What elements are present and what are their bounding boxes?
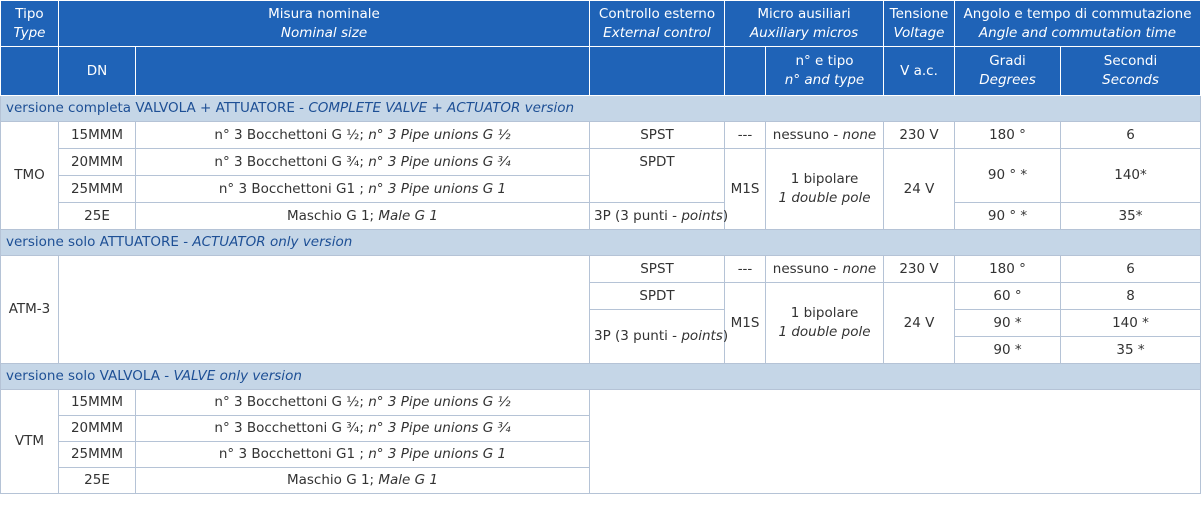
degrees-cell: 90 * [955, 310, 1061, 337]
control-cell: 3P (3 punti - points) [590, 203, 725, 230]
empty-cell [59, 256, 590, 364]
size-cell: Maschio G 1; Male G 1 [136, 203, 590, 230]
section-title: versione completa VALVOLA + ATTUATORE - COMPLETE VALVE + ACTUATOR version [1, 96, 1201, 122]
header-angle-time: Angolo e tempo di commutazione Angle and commutation time [955, 1, 1201, 47]
dn-cell: 25E [59, 468, 136, 494]
header-row-2 [1, 47, 1201, 96]
dn-cell: 25E [59, 203, 136, 230]
degrees-cell: 90 ° * [955, 149, 1061, 203]
header-type: Tipo Type [1, 1, 59, 47]
voltage-cell: 230 V [884, 256, 955, 283]
table-row [1, 149, 1201, 176]
micro-type-cell: 1 bipolare 1 double pole [766, 283, 884, 364]
dn-cell: 20MMM [59, 149, 136, 176]
header-empty [136, 47, 590, 96]
size-cell: n° 3 Bocchettoni G ½; n° 3 Pipe unions G ½ [136, 122, 590, 149]
micro-code-cell: M1S [725, 283, 766, 364]
seconds-cell: 35 * [1061, 337, 1201, 364]
header-empty [725, 47, 766, 96]
header-number-type: n° e tipo n° and type [766, 47, 884, 96]
seconds-cell: 35* [1061, 203, 1201, 230]
type-cell: TMO [1, 122, 59, 230]
size-cell: Maschio G 1; Male G 1 [136, 468, 590, 494]
micro-code-cell: --- [725, 256, 766, 283]
micro-type-cell: nessuno - none [766, 256, 884, 283]
size-cell: n° 3 Bocchettoni G ½; n° 3 Pipe unions G ½ [136, 390, 590, 416]
header-empty [590, 47, 725, 96]
dn-cell: 15MMM [59, 122, 136, 149]
dn-cell: 20MMM [59, 416, 136, 442]
degrees-cell: 90 ° * [955, 203, 1061, 230]
table-row [1, 256, 1201, 283]
seconds-cell: 140 * [1061, 310, 1201, 337]
voltage-cell: 230 V [884, 122, 955, 149]
header-external-control: Controllo esterno External control [590, 1, 725, 47]
micro-code-cell: M1S [725, 149, 766, 230]
control-cell: SPST [590, 122, 725, 149]
type-cell: ATM-3 [1, 256, 59, 364]
dn-cell: 25MMM [59, 176, 136, 203]
section-title: versione solo ATTUATORE - ACTUATOR only version [1, 230, 1201, 256]
micro-code-cell: --- [725, 122, 766, 149]
control-cell: SPDT [590, 149, 725, 203]
voltage-cell: 24 V [884, 149, 955, 230]
degrees-cell: 90 * [955, 337, 1061, 364]
empty-cell [590, 390, 1201, 494]
table-row [1, 122, 1201, 149]
header-seconds: Secondi Seconds [1061, 47, 1201, 96]
header-row-1 [1, 1, 1201, 47]
degrees-cell: 60 ° [955, 283, 1061, 310]
seconds-cell: 140* [1061, 149, 1201, 203]
header-degrees: Gradi Degrees [955, 47, 1061, 96]
section-actuator [1, 230, 1201, 256]
dn-cell: 25MMM [59, 442, 136, 468]
section-valve [1, 364, 1201, 390]
header-empty [1, 47, 59, 96]
size-cell: n° 3 Bocchettoni G ¾; n° 3 Pipe unions G ¾ [136, 149, 590, 176]
degrees-cell: 180 ° [955, 256, 1061, 283]
dn-cell: 15MMM [59, 390, 136, 416]
voltage-cell: 24 V [884, 283, 955, 364]
header-nominal-size: Misura nominale Nominal size [59, 1, 590, 47]
control-cell: SPDT [590, 283, 725, 310]
micro-type-cell: nessuno - none [766, 122, 884, 149]
degrees-cell: 180 ° [955, 122, 1061, 149]
table-row [1, 203, 1201, 230]
header-auxiliary-micros: Micro ausiliari Auxiliary micros [725, 1, 884, 47]
seconds-cell: 6 [1061, 256, 1201, 283]
section-complete [1, 96, 1201, 122]
section-title: versione solo VALVOLA - VALVE only version [1, 364, 1201, 390]
table-row [1, 390, 1201, 416]
control-cell: 3P (3 punti - points) [590, 310, 725, 364]
control-cell: SPST [590, 256, 725, 283]
header-voltage: Tensione Voltage [884, 1, 955, 47]
size-cell: n° 3 Bocchettoni G ¾; n° 3 Pipe unions G ¾ [136, 416, 590, 442]
seconds-cell: 6 [1061, 122, 1201, 149]
header-dn: DN [59, 47, 136, 96]
size-cell: n° 3 Bocchettoni G1 ; n° 3 Pipe unions G 1 [136, 442, 590, 468]
seconds-cell: 8 [1061, 283, 1201, 310]
size-cell: n° 3 Bocchettoni G1 ; n° 3 Pipe unions G 1 [136, 176, 590, 203]
header-vac: V a.c. [884, 47, 955, 96]
type-cell: VTM [1, 390, 59, 494]
micro-type-cell: 1 bipolare 1 double pole [766, 149, 884, 230]
